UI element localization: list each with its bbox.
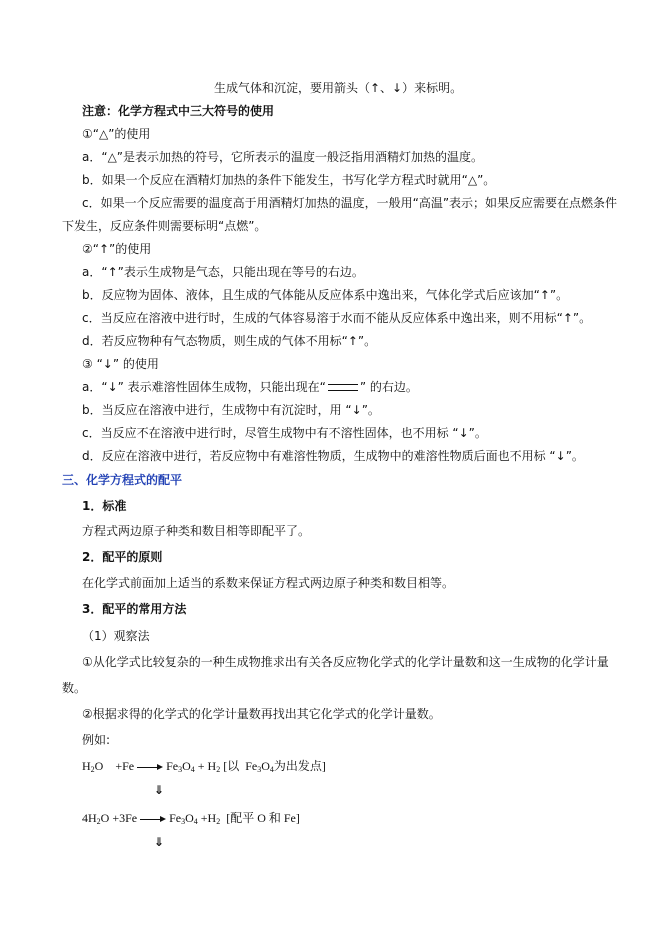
subheading: ③ “↓” 的使用 <box>82 357 159 371</box>
text-line: ②根据求得的化学式的化学计量数再找出其它化学式的化学计量数。 <box>82 707 441 721</box>
text-line: b．当反应在溶液中进行，生成物中有沉淀时，用 “↓”。 <box>82 403 380 417</box>
subheading: ①“△”的使用 <box>82 127 151 141</box>
eq-term: O +3Fe <box>100 811 138 825</box>
eq-sub: 2 <box>216 765 221 774</box>
reaction-arrow-icon <box>137 763 163 771</box>
eq-note: [配平 O 和 Fe] <box>220 811 300 825</box>
eq-term: O <box>182 759 191 773</box>
eq-term: 4H <box>82 811 97 825</box>
text-line: ①从化学式比较复杂的一种生成物推求出有关各反应物化学式的化学计量数和这一生成物的化学计量 <box>82 655 609 669</box>
text-line: 数。 <box>62 681 87 695</box>
text-line: d．若反应物种有气态物质，则生成的气体不用标“↑”。 <box>82 334 377 348</box>
text-line: b．反应物为固体、液体，且生成的气体能从反应体系中逸出来，气体化学式后应该加“↑”。 <box>82 288 569 302</box>
example-label: 例如: <box>82 733 111 747</box>
eq-term: +H <box>197 811 217 825</box>
eq-note: O <box>261 759 270 773</box>
text-line: b．如果一个反应在酒精灯加热的条件下能发生，书写化学方程式时就用“△”。 <box>82 173 496 187</box>
down-double-arrow-icon: ⇓ <box>154 835 165 849</box>
reaction-arrow-icon <box>140 815 166 823</box>
section-heading: 三、化学方程式的配平 <box>62 473 183 487</box>
text-line: c．当反应在溶液中进行时，生成的气体容易溶于水而不能从反应体系中逸出来，则不用标“↑”。 <box>82 311 592 325</box>
equation-2 <box>82 810 300 826</box>
eq-sub: 2 <box>216 817 221 826</box>
text-line: a．“↑”表示生成物是气态，只能出现在等号的右边。 <box>82 265 364 279</box>
text-line: d．反应在溶液中进行，若反应物中有难溶性物质，生成物中的难溶性物质后面也不用标 “↓”。 <box>82 449 584 463</box>
eq-term: Fe <box>169 811 182 825</box>
eq-term: + H <box>194 759 217 773</box>
text-part: ” 的右边。 <box>359 380 418 394</box>
text-line: 生成气体和沉淀，要用箭头（↑、↓）来标明。 <box>214 81 463 95</box>
eq-term: O +Fe <box>94 759 135 773</box>
eq-term: O <box>185 811 194 825</box>
text-part: a．“↓” 表示难溶性固体生成物，只能出现在“ <box>82 380 326 394</box>
eq-note: 为出发点] <box>273 759 326 773</box>
equals-sign-icon <box>328 384 358 391</box>
text-line: c．当反应不在溶液中进行时，尽管生成物中有不溶性固体，也不用标 “↓”。 <box>82 426 487 440</box>
eq-sub: 4 <box>190 765 195 774</box>
subheading: 3．配平的常用方法 <box>82 602 187 616</box>
text-line: a．“△”是表示加热的符号，它所表示的温度一般泛指用酒精灯加热的温度。 <box>82 150 484 164</box>
eq-term: H <box>82 759 91 773</box>
subheading: 2．配平的原则 <box>82 550 163 564</box>
eq-sub: 3 <box>178 765 183 774</box>
text-line: 方程式两边原子种类和数目相等即配平了。 <box>82 524 311 538</box>
eq-sub: 4 <box>193 817 198 826</box>
equation-1 <box>82 758 326 774</box>
note-heading: 注意：化学方程式中三大符号的使用 <box>82 104 275 118</box>
eq-term: Fe <box>166 759 179 773</box>
eq-sub: 2 <box>90 765 95 774</box>
eq-sub: 2 <box>96 817 101 826</box>
text-line: c．如果一个反应需要的温度高于用酒精灯加热的温度，一般用“高温”表示；如果反应需要在点燃条件 <box>82 196 618 210</box>
down-double-arrow-icon: ⇓ <box>154 783 165 797</box>
method-title: （1）观察法 <box>82 629 150 643</box>
subheading: 1．标准 <box>82 499 127 513</box>
text-line <box>82 379 418 395</box>
text-line: 在化学式前面加上适当的系数来保证方程式两边原子种类和数目相等。 <box>82 576 455 590</box>
eq-sub: 3 <box>257 765 262 774</box>
text-line: 下发生，反应条件则需要标明“点燃”。 <box>62 219 267 233</box>
subheading: ②“↑”的使用 <box>82 242 152 256</box>
eq-sub: 4 <box>269 765 274 774</box>
eq-sub: 3 <box>181 817 186 826</box>
eq-note: [以 Fe <box>220 759 258 773</box>
